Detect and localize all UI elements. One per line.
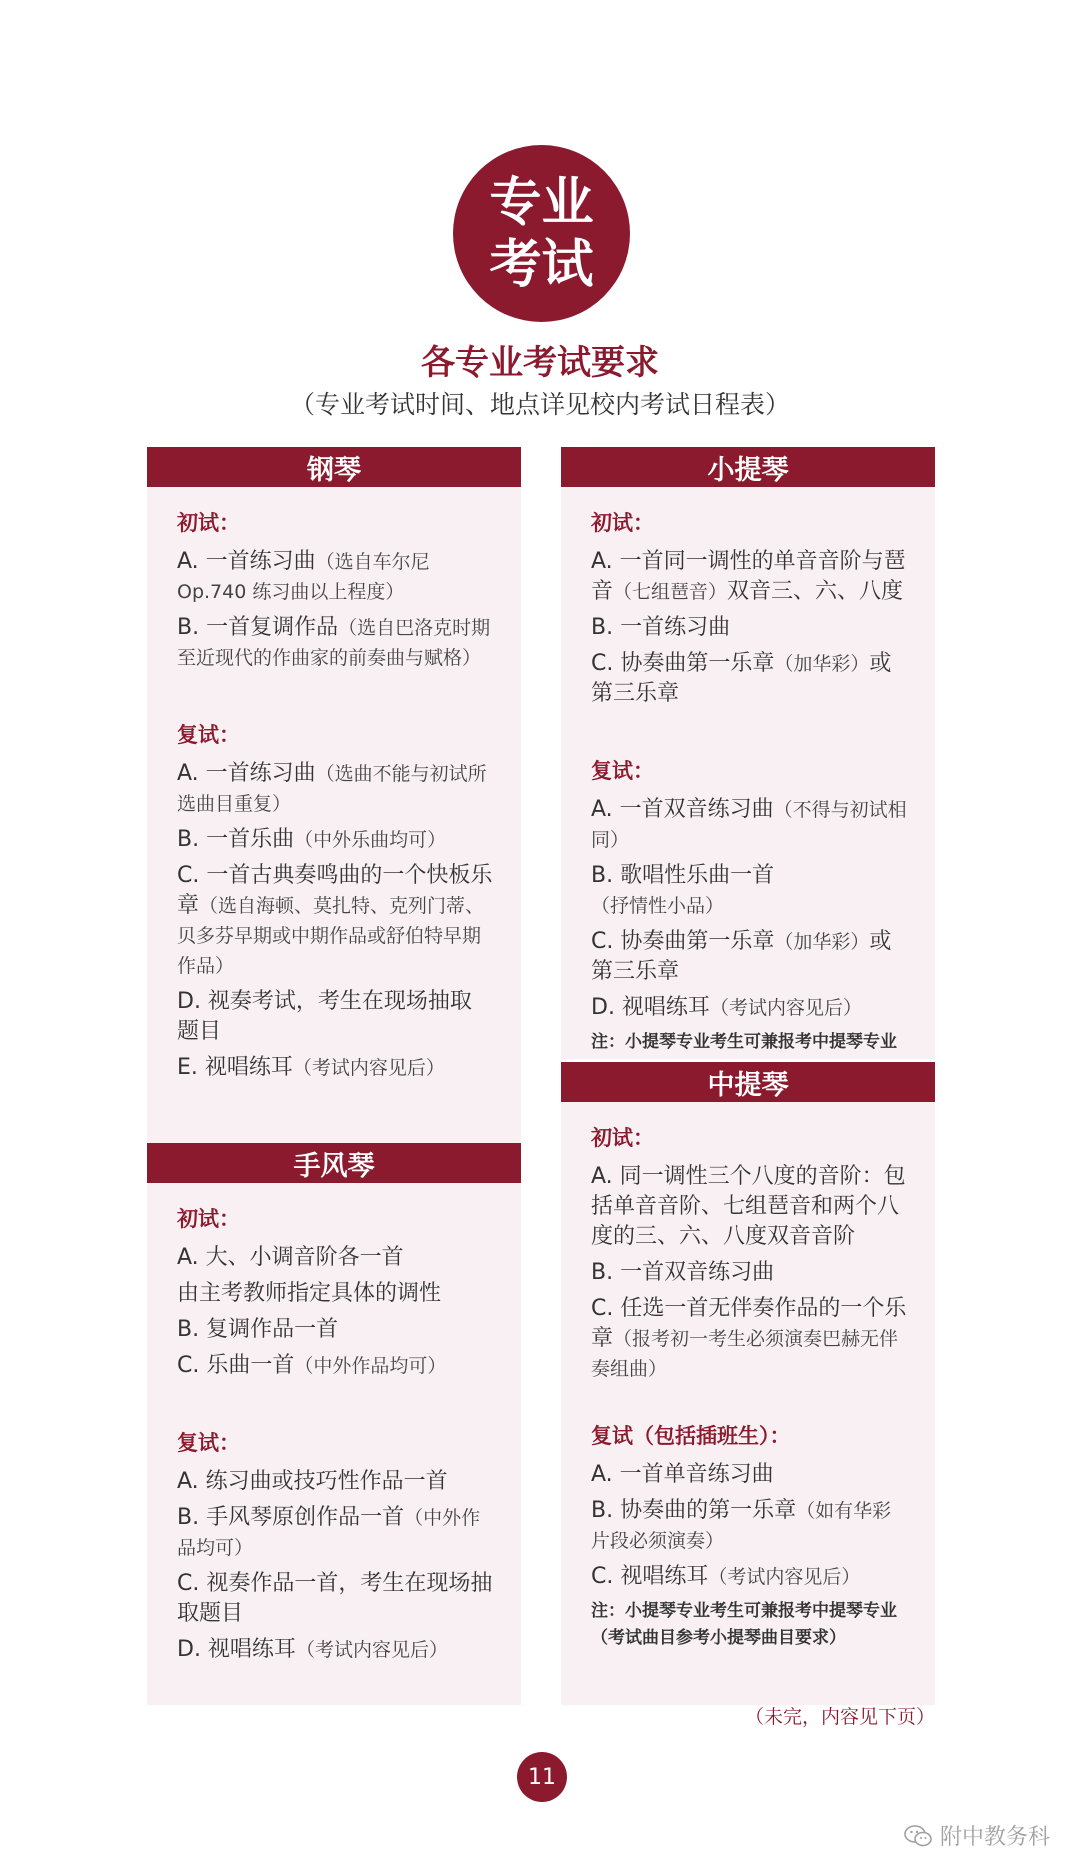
page-number: 11 [517, 1752, 567, 1802]
continued-note: （未完，内容见下页） [744, 1706, 935, 1728]
list-item: B. 一首复调作品（选自巴洛克时期至近现代的作曲家的前奏曲与赋格） [177, 615, 491, 669]
round1-label: 初试： [591, 1126, 654, 1150]
footnote: 注：小提琴专业考生可兼报考中提琴专业（考试曲目参考小提琴曲目要求） [591, 1601, 897, 1648]
list-item: C. 协奏曲第一乐章（加华彩）或第三乐章 [591, 929, 892, 984]
card-viola [561, 1062, 935, 1705]
round2-label: 复试： [177, 723, 240, 747]
list-item: C. 任选一首无伴奏作品的一个乐章（报考初一考生必须演奏巴赫无伴奏组曲） [591, 1296, 907, 1380]
card-title: 小提琴 [561, 447, 935, 487]
round2-label: 复试（包括插班生）： [591, 1424, 791, 1448]
list-item: C. 一首古典奏鸣曲的一个快板乐章（选自海顿、莫扎特、克列门蒂、贝多芬早期或中期作品或舒伯特早期作品） [177, 863, 493, 977]
list-item: D. 视唱练耳（考试内容见后） [591, 995, 862, 1020]
list-item: C. 视唱练耳（考试内容见后） [591, 1564, 861, 1589]
badge-line-1: 专业 [489, 172, 594, 233]
list-item: A. 一首双音练习曲（不得与初试相同） [591, 797, 907, 851]
list-item: B. 歌唱性乐曲一首（抒情性小品） [591, 863, 775, 917]
list-item: B. 协奏曲的第一乐章（如有华彩片段必须演奏） [591, 1498, 892, 1552]
badge-line-2: 考试 [489, 234, 594, 295]
list-item: C. 视奏作品一首，考生在现场抽取题目 [177, 1571, 493, 1626]
list-item: C. 协奏曲第一乐章（加华彩）或第三乐章 [591, 651, 892, 706]
list-item: D. 视奏考试，考生在现场抽取题目 [177, 989, 472, 1044]
list-item: A. 练习曲或技巧性作品一首 [177, 1469, 448, 1494]
list-item: E. 视唱练耳（考试内容见后） [177, 1055, 445, 1080]
page-subtitle: （专业考试时间、地点详见校内考试日程表） [289, 390, 790, 419]
list-item: D. 视唱练耳（考试内容见后） [177, 1637, 448, 1662]
round2-label: 复试： [591, 759, 654, 783]
round1-label: 初试： [177, 1207, 240, 1231]
card-title: 中提琴 [561, 1062, 935, 1102]
watermark-text: 附中教务科 [939, 1825, 1050, 1850]
round1-label: 初试： [177, 511, 240, 535]
list-item: A. 大、小调音阶各一首 [177, 1245, 404, 1270]
footnote: 注：小提琴专业考生可兼报考中提琴专业 [591, 1032, 897, 1052]
list-item: A. 一首练习曲（选自车尔尼 Op.740 练习曲以上程度） [177, 549, 430, 603]
card-title: 手风琴 [147, 1143, 521, 1183]
list-item: B. 一首练习曲 [591, 615, 731, 640]
watermark [904, 1820, 1050, 1851]
list-item: C. 乐曲一首（中外作品均可） [177, 1353, 447, 1378]
list-item: B. 一首双音练习曲 [591, 1260, 775, 1285]
list-item: 由主考教师指定具体的调性 [177, 1281, 442, 1306]
wechat-icon [904, 1825, 932, 1847]
list-item: A. 一首练习曲（选曲不能与初试所选曲目重复） [177, 761, 487, 815]
list-item: B. 一首乐曲（中外乐曲均可） [177, 827, 447, 852]
card-piano [147, 447, 521, 1145]
page-title: 各专业考试要求 [421, 343, 659, 383]
card-accordion [147, 1143, 521, 1705]
list-item: A. 一首同一调性的单音音阶与琶音（七组琶音）双音三、六、八度 [591, 549, 906, 604]
round1-label: 初试： [591, 511, 654, 535]
card-title: 钢琴 [147, 447, 521, 487]
section-badge [453, 145, 630, 322]
card-violin [561, 447, 935, 1059]
list-item: A. 一首单音练习曲 [591, 1462, 774, 1487]
list-item: A. 同一调性三个八度的音阶：包括单音音阶、七组琶音和两个八度的三、六、八度双音音阶 [591, 1164, 906, 1249]
list-item: B. 复调作品一首 [177, 1317, 339, 1342]
list-item: B. 手风琴原创作品一首（中外作品均可） [177, 1505, 481, 1559]
round2-label: 复试： [177, 1431, 240, 1455]
